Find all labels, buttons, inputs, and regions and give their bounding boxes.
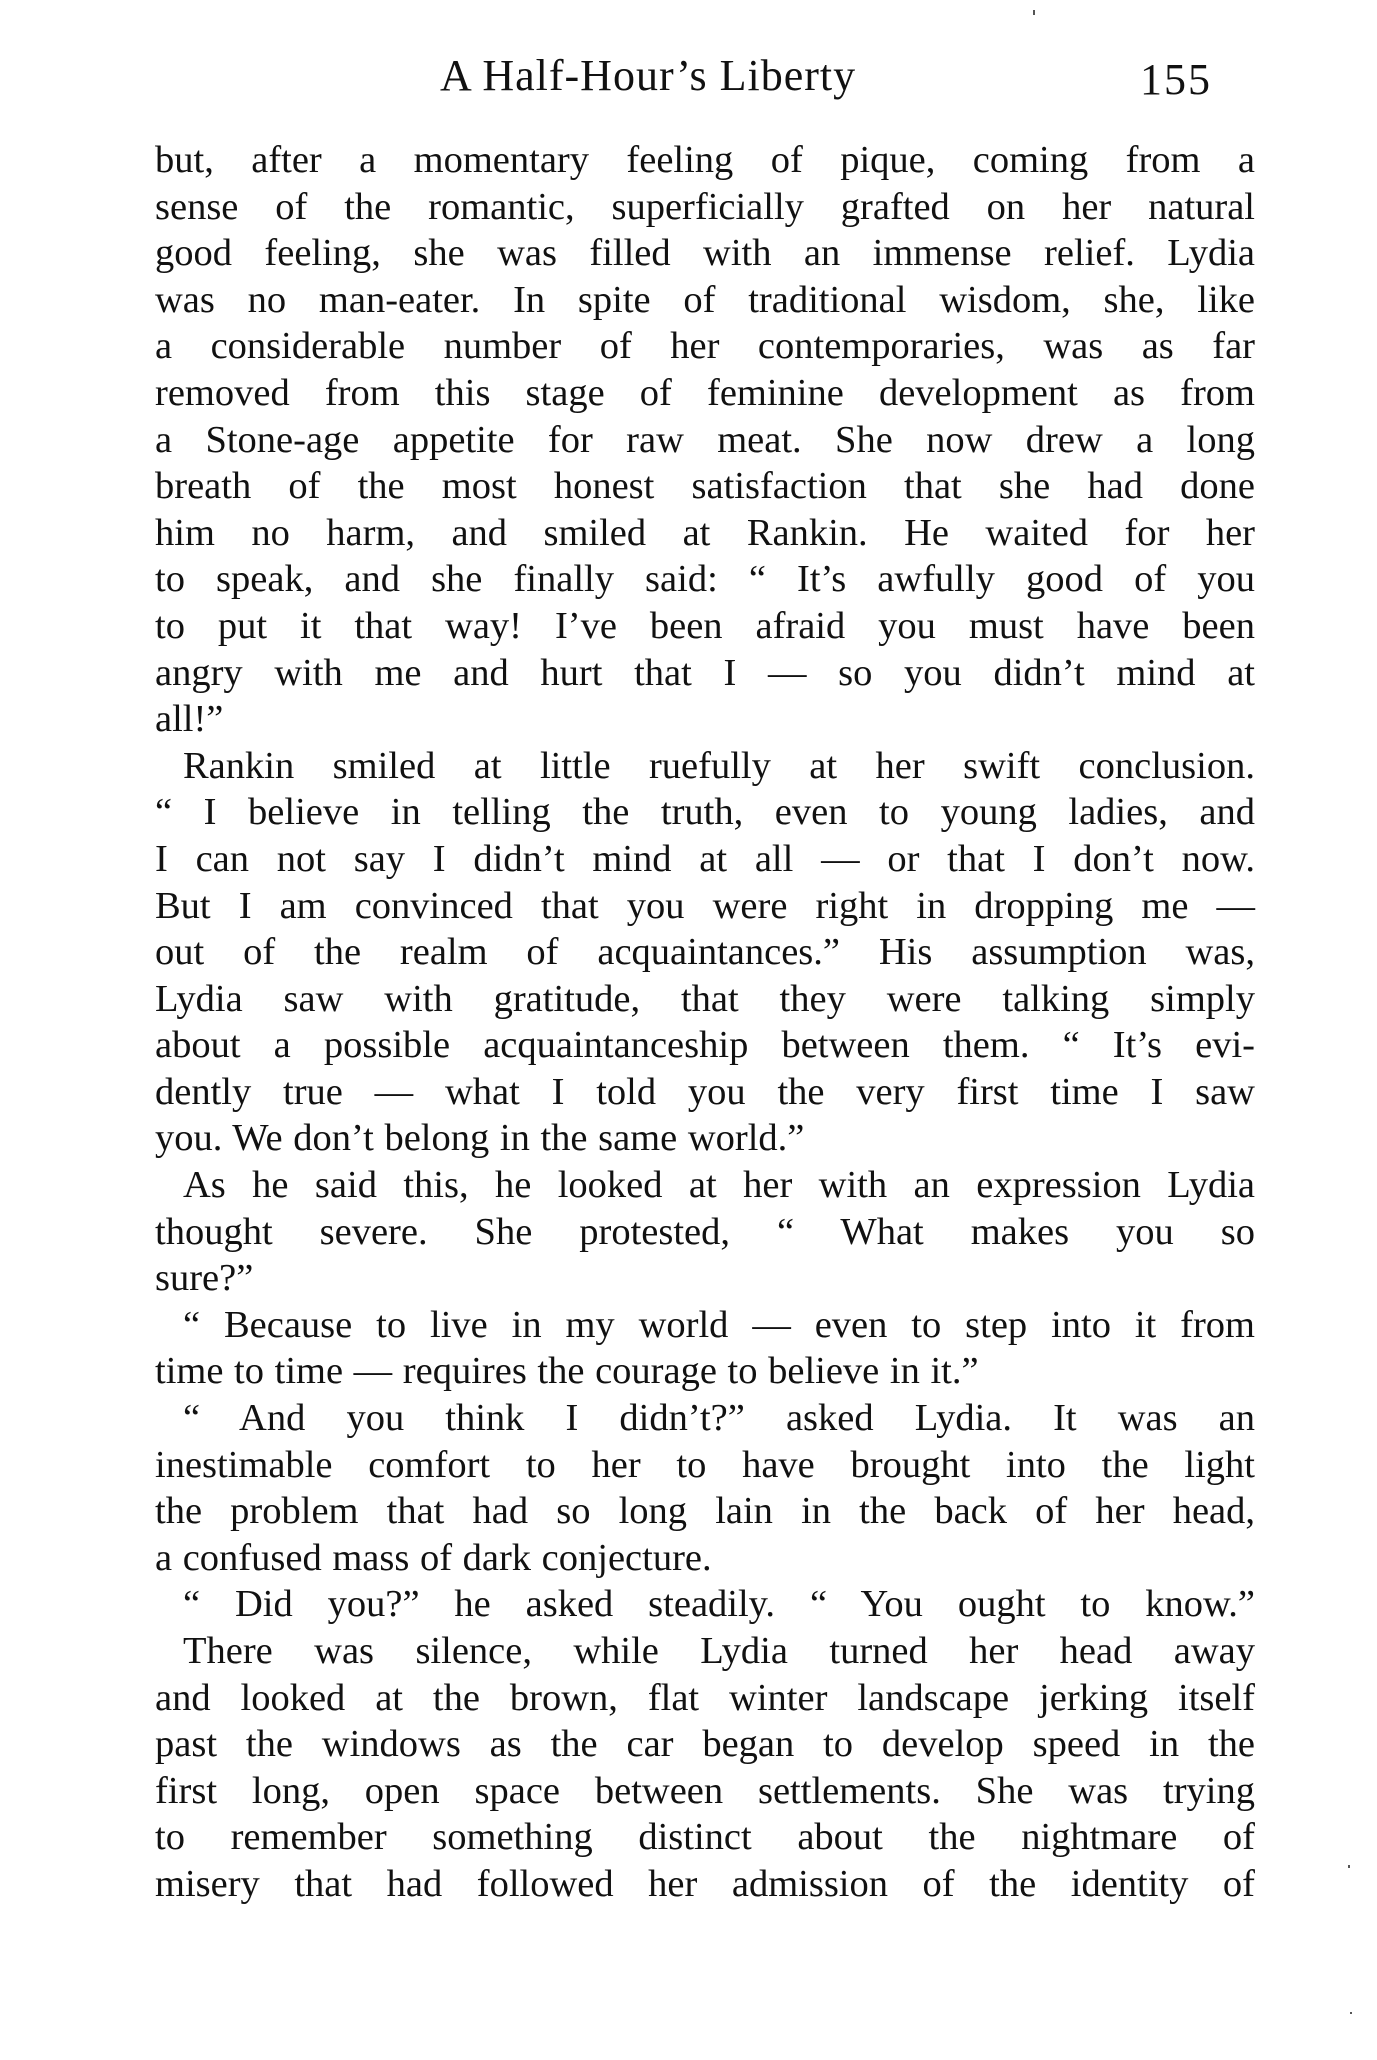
text-line: sense of the romantic, superficially grafted on her natural [155,185,1255,228]
text-line: to remember something distinct about the nightmare of [155,1816,1255,1859]
page-number: 155 [1140,55,1212,104]
text-line: removed from this stage of feminine development as from [155,371,1255,414]
text-line: angry with me and hurt that I — so you didn’t mind at [155,651,1255,694]
scan-speck [1350,2012,1352,2014]
text-line: about a possible acquaintanceship between them. “ It’s evi- [155,1024,1255,1067]
body-text [155,137,1255,1908]
text-line: him no harm, and smiled at Rankin. He waited for her [155,511,1255,554]
text-line: and looked at the brown, flat winter landscape jerking itself [155,1676,1255,1719]
text-line: “ Because to live in my world — even to step into it from [183,1303,1255,1346]
scan-speck [1033,10,1035,15]
text-line: I can not say I didn’t mind at all — or that I don’t now. [155,837,1255,880]
text-line: inestimable comfort to her to have brought into the light [155,1443,1255,1486]
text-line: “ Did you?” he asked steadily. “ You ought to know.” [183,1583,1255,1626]
text-line: first long, open space between settlements. She was trying [155,1769,1255,1812]
running-title: A Half-Hour’s Liberty [440,51,857,100]
text-line: breath of the most honest satisfaction that she had done [155,465,1255,508]
scan-speck [1348,1865,1350,1868]
text-line: sure?” [155,1257,254,1300]
text-line: all!” [155,698,224,741]
text-line: out of the realm of acquaintances.” His assumption was, [155,931,1255,974]
text-line: past the windows as the car began to develop speed in the [155,1723,1255,1766]
text-line: thought severe. She protested, “ What makes you so [155,1210,1255,1253]
text-line: but, after a momentary feeling of pique, coming from a [155,139,1255,181]
text-line: dently true — what I told you the very first time I saw [155,1070,1255,1113]
text-line: As he said this, he looked at her with an expression Lydia [183,1164,1255,1207]
text-line: the problem that had so long lain in the back of her head, [155,1490,1255,1533]
text-line: But I am convinced that you were right in dropping me — [155,884,1255,927]
text-line: time to time — requires the courage to believe in it.” [155,1350,979,1393]
text-line: to put it that way! I’ve been afraid you must have been [155,604,1255,647]
text-line: There was silence, while Lydia turned her head away [183,1630,1255,1672]
text-line: misery that had followed her admission of the identity of [155,1862,1255,1905]
text-line: Rankin smiled at little ruefully at her swift conclusion. [183,744,1255,787]
page-header [155,50,1255,110]
text-line: “ And you think I didn’t?” asked Lydia. It was an [183,1397,1255,1440]
text-line: “ I believe in telling the truth, even to young ladies, and [155,791,1255,834]
text-line: to speak, and she finally said: “ It’s awfully good of you [155,558,1255,601]
text-line: a confused mass of dark conjecture. [155,1536,712,1579]
text-line: you. We don’t belong in the same world.” [155,1117,805,1160]
text-line: was no man-eater. In spite of traditional wisdom, she, like [155,278,1255,321]
text-line: a considerable number of her contemporaries, was as far [155,325,1255,368]
text-line: Lydia saw with gratitude, that they were talking simply [155,977,1255,1020]
text-line: a Stone-age appetite for raw meat. She now drew a long [155,418,1255,461]
text-line: good feeling, she was filled with an immense relief. Lydia [155,232,1255,275]
